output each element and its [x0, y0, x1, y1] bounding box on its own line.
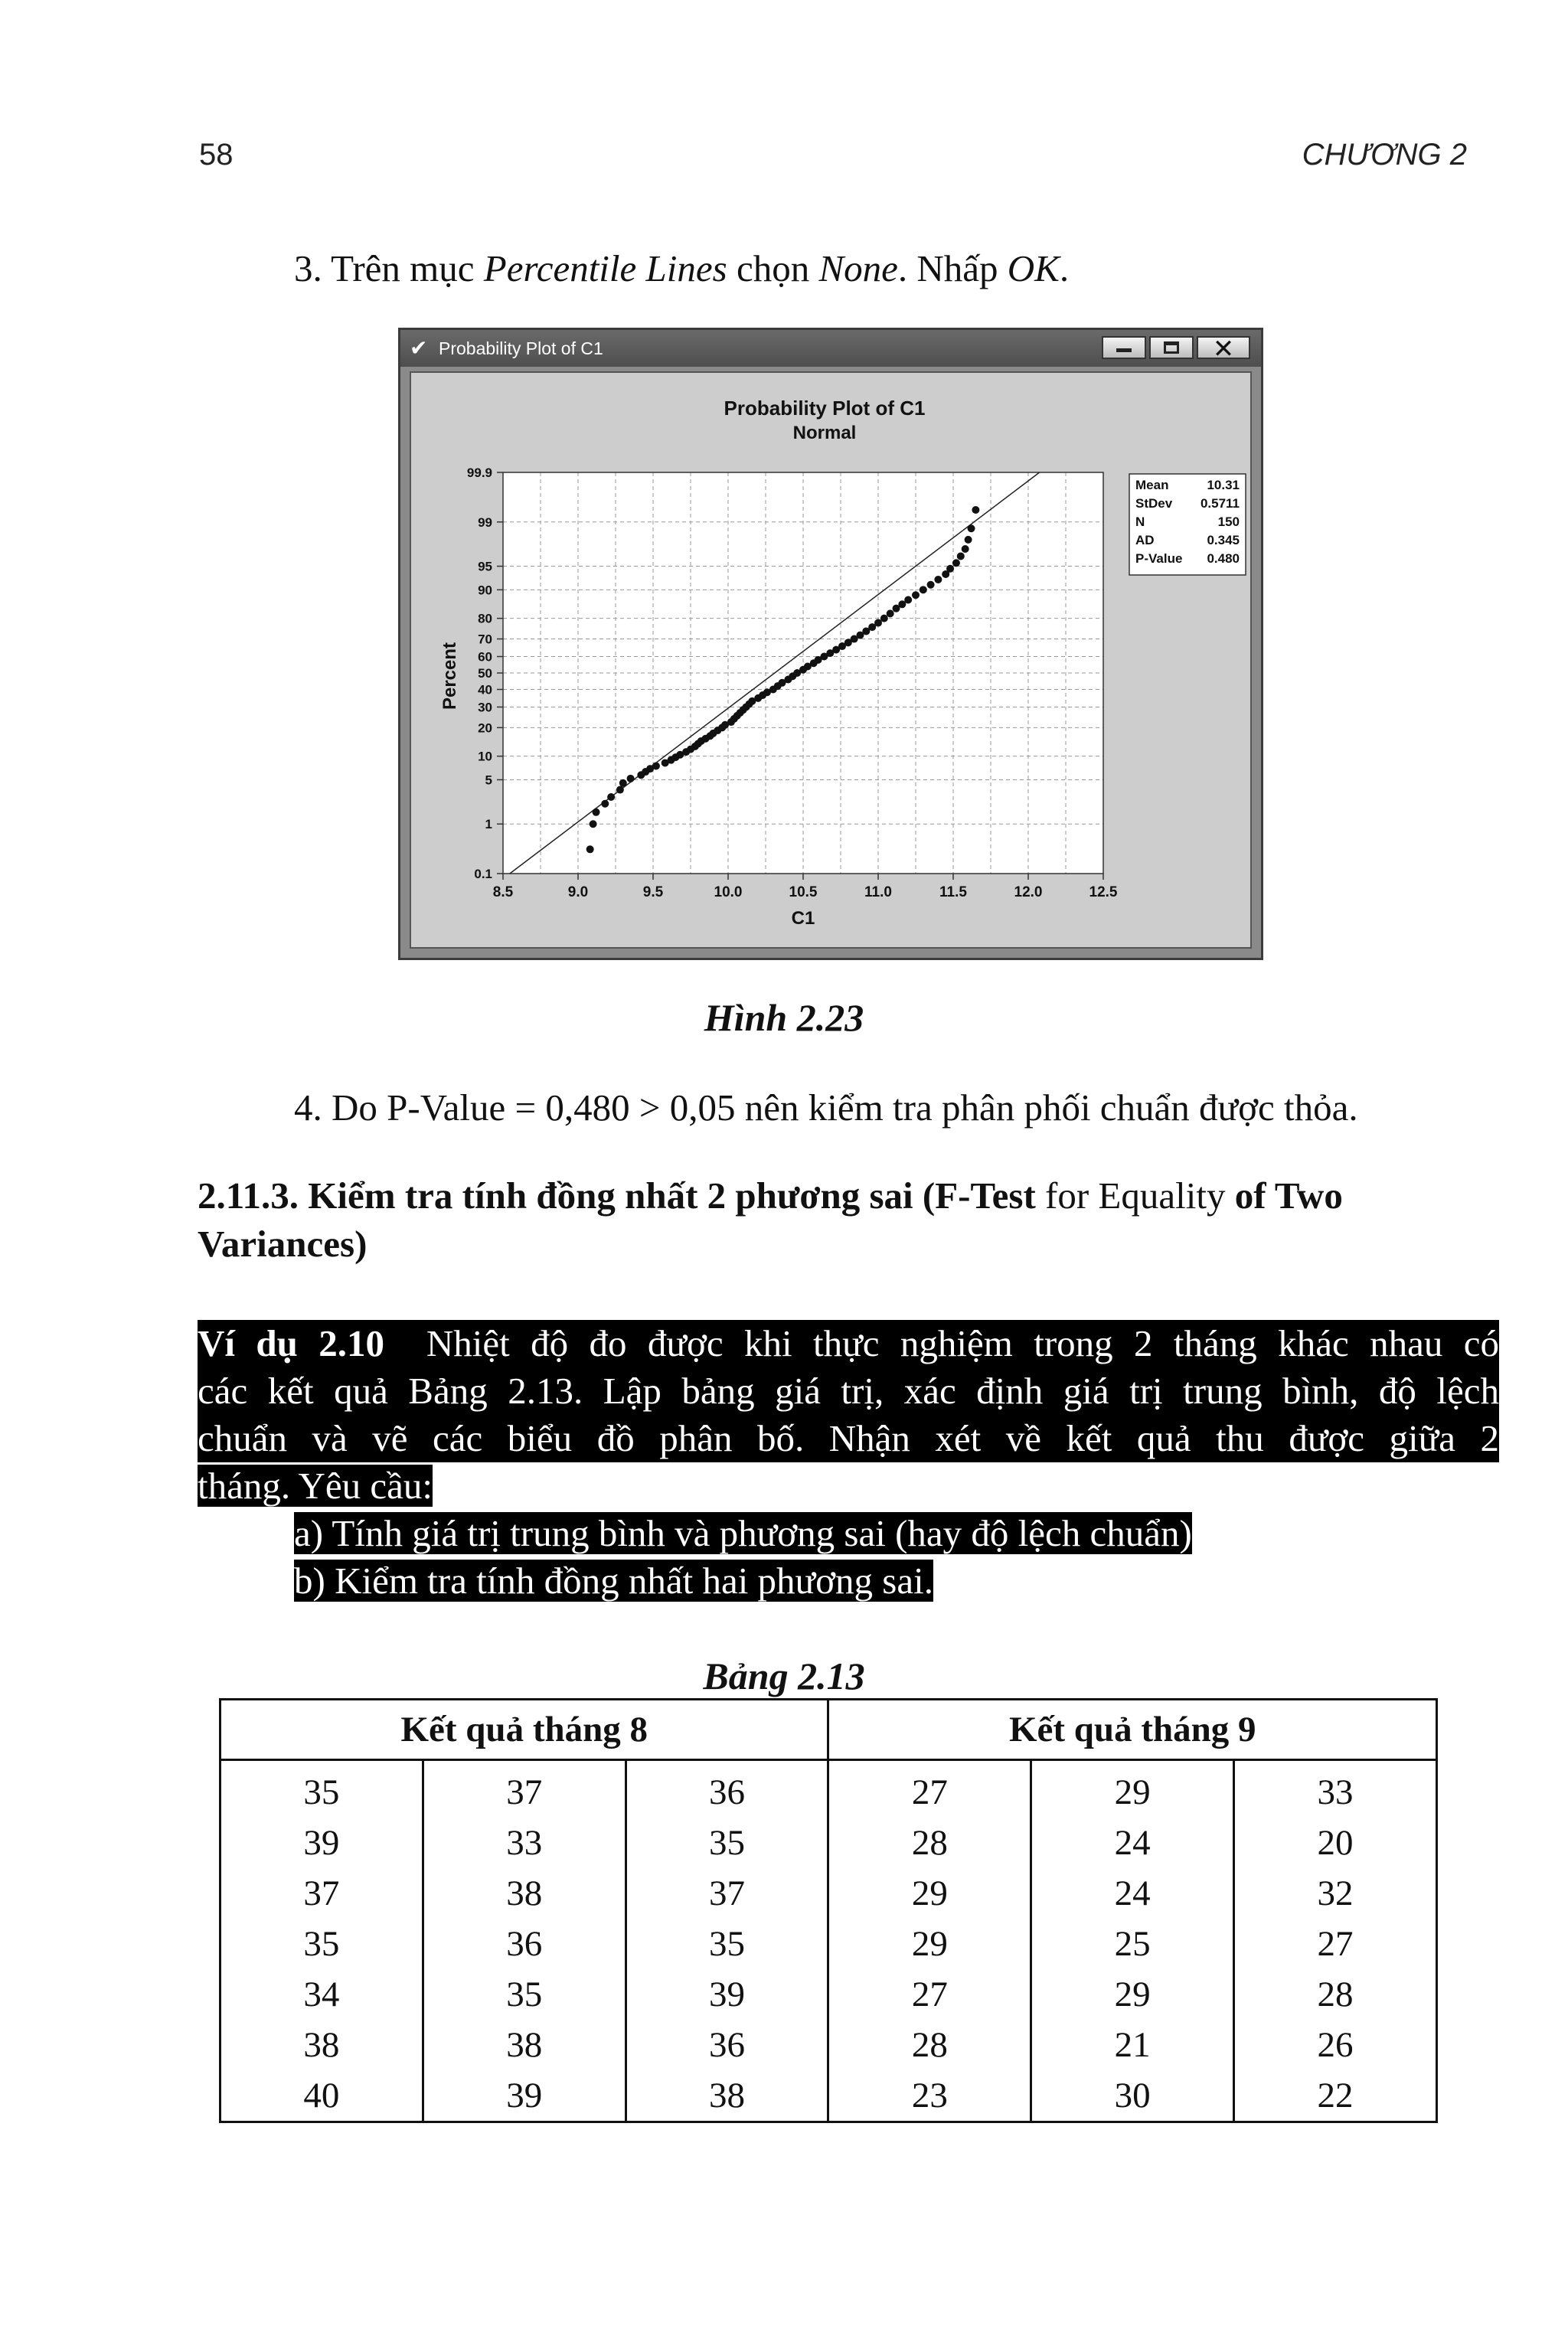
x-tick-label: 8.5	[492, 884, 514, 900]
data-point	[586, 845, 594, 853]
table-cell: 32	[1234, 1868, 1437, 1919]
maximize-icon	[1164, 341, 1179, 354]
table-cell: 24	[1031, 1868, 1234, 1919]
data-point	[590, 820, 597, 828]
data-point	[593, 808, 600, 816]
table-cell: 20	[1234, 1818, 1437, 1868]
data-point	[968, 524, 975, 532]
header-month-8: Kết quả tháng 8	[220, 1700, 828, 1760]
data-point	[965, 536, 972, 544]
figure-caption: Hình 2.23	[704, 996, 864, 1039]
table-cell: 26	[1234, 2020, 1437, 2070]
x-tick-label: 9.0	[567, 884, 589, 900]
x-tick-label: 10.0	[714, 884, 743, 900]
table-row	[220, 2020, 1437, 2070]
data-point	[952, 559, 960, 567]
header-month-9: Kết quả tháng 9	[828, 1700, 1437, 1760]
window-title: Probability Plot of C1	[439, 338, 603, 358]
data-point	[880, 615, 888, 622]
table-cell: 33	[423, 1818, 626, 1868]
y-tick-label: 80	[478, 611, 492, 626]
table-cell: 39	[626, 1969, 828, 2020]
table-cell: 35	[423, 1969, 626, 2020]
x-tick-label: 11.0	[864, 884, 892, 900]
probability-plot-chart	[411, 373, 1252, 949]
table-cell: 23	[828, 2070, 1031, 2122]
data-point	[904, 596, 912, 604]
minimize-icon	[1116, 348, 1132, 352]
table-cell: 29	[828, 1919, 1031, 1969]
table-cell: 29	[828, 1868, 1031, 1919]
example-label: Ví dụ 2.10	[198, 1322, 385, 1364]
data-point	[619, 779, 627, 787]
stats-legend	[1129, 474, 1246, 575]
stat-label: P-Value	[1135, 551, 1183, 566]
data-table	[219, 1698, 1438, 2123]
table-row	[220, 1818, 1437, 1868]
table-cell: 34	[220, 1969, 423, 2020]
data-point	[962, 545, 969, 553]
stat-value: 150	[1217, 514, 1240, 529]
step-3-text: 3. Trên mục Percentile Lines chọn None. Nhấp OK.	[294, 247, 1070, 289]
table-cell: 27	[828, 1969, 1031, 2020]
data-point	[601, 800, 609, 808]
table-cell: 28	[1234, 1969, 1437, 2020]
y-tick-label: 0.1	[474, 867, 492, 881]
table-cell: 29	[1031, 1969, 1234, 2020]
example-block: Ví dụ 2.10 Nhiệt độ đo được khi thực nghiệm trong 2 tháng khác nhau có các kết quả Bảng 2.13. Lập bảng giá trị, xác định giá trị trung bình, độ lệch chuẩn và vẽ các biểu đồ phân bố. Nhận xét về kết quả thu được giữa 2 tháng. Yêu cầu: a) Tính giá trị trung bình và phương sai (hay độ lệch chuẩn) b) Kiểm tra tính đồng nhất hai phương sai.	[198, 1320, 1499, 1605]
table-row	[220, 1868, 1437, 1919]
table-cell: 27	[828, 1760, 1031, 1818]
data-point	[887, 609, 894, 617]
requirement-b: b) Kiểm tra tính đồng nhất hai phương sai.	[294, 1560, 933, 1602]
x-tick-label: 12.5	[1089, 884, 1118, 900]
table-cell: 36	[626, 2020, 828, 2070]
x-axis-label: C1	[791, 908, 815, 929]
table-cell: 37	[220, 1868, 423, 1919]
checkmark-icon: ✔	[410, 336, 428, 360]
section-heading: 2.11.3. Kiểm tra tính đồng nhất 2 phương sai (F-Test for Equality of Two Variances)	[198, 1174, 1343, 1265]
table-caption: Bảng 2.13	[703, 1655, 865, 1697]
requirement-a: a) Tính giá trị trung bình và phương sai (hay độ lệch chuẩn)	[294, 1512, 1192, 1554]
data-point	[927, 581, 935, 589]
y-tick-label: 90	[478, 583, 492, 598]
table-cell: 28	[828, 1818, 1031, 1868]
stat-label: AD	[1135, 533, 1155, 547]
data-point	[957, 552, 965, 560]
table-row	[220, 1969, 1437, 2020]
data-point	[946, 565, 954, 573]
y-tick-label: 20	[478, 720, 492, 736]
x-tick-label: 11.5	[939, 884, 967, 900]
stat-value: 0.345	[1207, 533, 1240, 547]
data-point	[972, 506, 979, 514]
table-cell: 35	[626, 1919, 828, 1969]
table-cell: 40	[220, 2070, 423, 2122]
table-cell: 35	[626, 1818, 828, 1868]
table-cell: 35	[220, 1919, 423, 1969]
stat-value: 10.31	[1207, 478, 1240, 492]
table-cell: 24	[1031, 1818, 1234, 1868]
table-cell: 38	[423, 2020, 626, 2070]
chart-title: Probability Plot of C1	[724, 397, 926, 420]
stat-value: 0.5711	[1200, 496, 1240, 511]
table-cell: 36	[626, 1760, 828, 1818]
stat-value: 0.480	[1207, 551, 1240, 566]
table-cell: 37	[423, 1760, 626, 1818]
table-row	[220, 1760, 1437, 1818]
table-row	[220, 2070, 1437, 2122]
data-point	[607, 793, 615, 801]
y-tick-label: 10	[478, 749, 492, 764]
y-tick-label: 95	[478, 559, 492, 574]
data-point	[652, 762, 660, 769]
table-cell: 37	[626, 1868, 828, 1919]
table-cell: 36	[423, 1919, 626, 1969]
table-cell: 38	[220, 2020, 423, 2070]
probability-plot-window	[398, 328, 1263, 960]
chart-subtitle: Normal	[792, 423, 857, 443]
stat-label: StDev	[1135, 496, 1173, 511]
data-point	[627, 775, 635, 782]
table-cell: 39	[220, 1818, 423, 1868]
y-tick-label: 1	[485, 817, 492, 832]
x-tick-label: 10.5	[789, 884, 818, 900]
stat-label: N	[1135, 514, 1145, 529]
table-cell: 38	[626, 2070, 828, 2122]
data-point	[912, 591, 920, 599]
table-header-row	[220, 1700, 1437, 1760]
table-cell: 33	[1234, 1760, 1437, 1818]
y-tick-label: 50	[478, 666, 492, 681]
table-cell: 28	[828, 2020, 1031, 2070]
table-cell: 39	[423, 2070, 626, 2122]
step-4-text: 4. Do P-Value = 0,480 > 0,05 nên kiểm tra phân phối chuẩn được thỏa.	[294, 1086, 1358, 1129]
data-point	[920, 586, 927, 593]
table-cell: 21	[1031, 2020, 1234, 2070]
y-tick-label: 5	[485, 773, 492, 788]
chapter-title: CHƯƠNG 2	[1302, 138, 1467, 172]
close-icon: ✕	[1212, 334, 1235, 364]
data-point	[934, 576, 942, 583]
x-tick-label: 9.5	[642, 884, 664, 900]
close-button[interactable]	[1197, 334, 1250, 364]
table-cell: 29	[1031, 1760, 1234, 1818]
chart-area	[410, 371, 1252, 949]
window-titlebar[interactable]	[400, 330, 1261, 367]
y-tick-label: 60	[478, 649, 492, 665]
y-tick-label: 99	[478, 514, 492, 530]
maximize-button[interactable]	[1149, 336, 1194, 359]
table-cell: 38	[423, 1868, 626, 1919]
x-tick-label: 12.0	[1014, 884, 1043, 900]
stat-label: Mean	[1135, 478, 1169, 492]
y-axis-label: Percent	[439, 642, 460, 710]
table-cell: 27	[1234, 1919, 1437, 1969]
table-cell: 30	[1031, 2070, 1234, 2122]
table-cell: 22	[1234, 2070, 1437, 2122]
table-cell: 35	[220, 1760, 423, 1818]
y-tick-label: 70	[478, 632, 492, 647]
table-cell: 25	[1031, 1919, 1234, 1969]
data-point	[616, 786, 624, 794]
page-number: 58	[199, 138, 234, 172]
y-tick-label: 30	[478, 700, 492, 715]
minimize-button[interactable]	[1102, 336, 1146, 359]
y-tick-label: 99.9	[466, 466, 492, 480]
table-row	[220, 1919, 1437, 1969]
y-tick-label: 40	[478, 682, 492, 697]
